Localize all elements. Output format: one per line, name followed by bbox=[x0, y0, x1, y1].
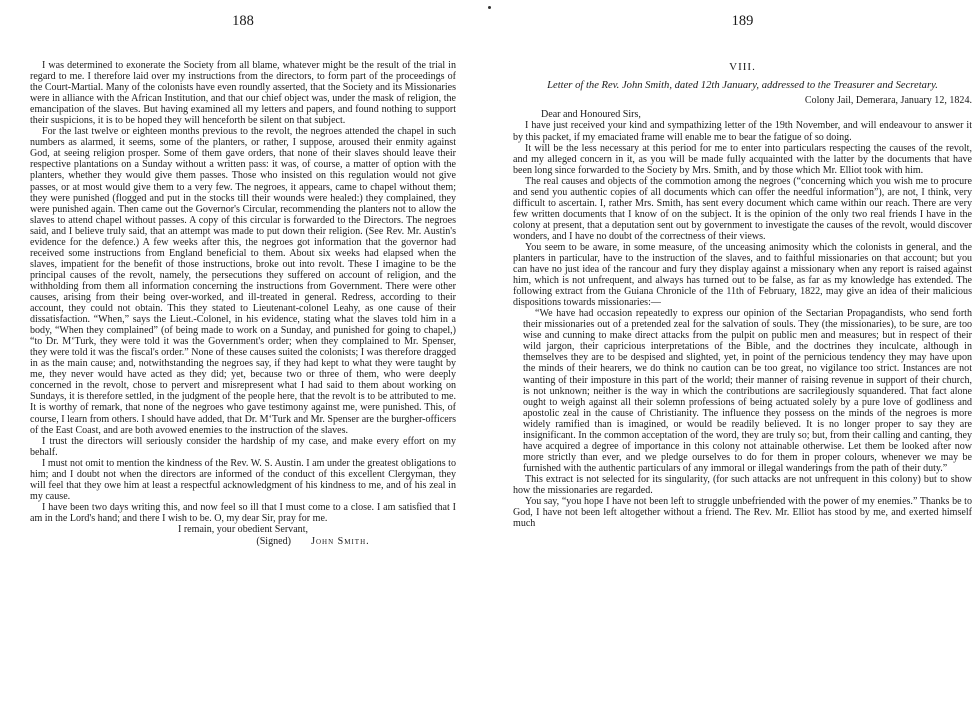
page-speck bbox=[488, 6, 491, 9]
page-number: 188 bbox=[232, 13, 254, 29]
signature-name: John Smith. bbox=[311, 535, 370, 547]
paragraph: The real causes and objects of the commotion among the negroes (“concerning which you wish me to procure and send you authentic copies of all documents which can offer the needful information”), are not, I think, very difficult to ascertain. I, rather Mrs. Smith, has sent every document which came within our reach. There are very few written documents that I know of on the subject. It is the opinion of the only two real friends I have in the colony at present, that a deputation sent out by government to investigate the causes of the revolt, would discover wonders, and I have no doubt of the correctness of their views. bbox=[513, 175, 972, 242]
paragraph: I have just received your kind and sympathizing letter of the 19th November, and will endeavour to answer it by this packet, if my emaciated frame will enable me to bear the fatigue of so doing. bbox=[513, 120, 972, 143]
page-number: 189 bbox=[731, 13, 754, 29]
letter-heading: Letter of the Rev. John Smith, dated 12th January, addressed to the Treasurer and Secretary. bbox=[547, 80, 938, 91]
signed-label: (Signed) bbox=[256, 535, 291, 547]
paragraph: I must not omit to mention the kindness of the Rev. W. S. Austin. I am under the greatest obligations to him; and I doubt not when the directors are informed of the conduct of this excellent Clergyman, they will feel that they owe him at least a respectful acknowledgment of his kindness to me, and of his zeal in my cause. bbox=[30, 457, 456, 502]
closing-line: I remain, your obedient Servant, bbox=[177, 523, 308, 535]
paragraph: You seem to be aware, in some measure, of the unceasing animosity which the colonists in general, and the planters in particular, have to the instruction of the slaves, and to faithful missionaries on that account; but you can have no just idea of the rancour and fury they display against a missionary when any report is raised against him, which is not unfrequent, and always has turned out to be false, as far as my knowledge has extended. The following extract from the Guiana Chronicle of the 11th of February, 1822, may give an idea of their malicious dispositions towards missionaries:— bbox=[513, 241, 972, 309]
paragraph: I trust the directors will seriously consider the hardship of my case, and make every effort on my behalf. bbox=[30, 435, 456, 458]
paragraph: It will be the less necessary at this period for me to enter into particulars respecting the causes of the revolt, and my alleged concern in it, as you will be made fully acquainted with the latter by the documents that have been long since forwarded to the Society by Mrs. Smith, and by those which Mr. Elliot took with him. bbox=[513, 142, 972, 176]
paragraph: For the last twelve or eighteen months previous to the revolt, the negroes attended the chapel in such numbers as alarmed, it seems, some of the planters, or rather, I suppose, aroused their enmity against God, at seeing religion prosper. Some of them gave orders, that none of their slaves should leave their respective plantations on a Sunday without a written pass: it was, of course, a matter of option with the planters, whether they would give them passes. Those who insisted on this regulation would not give passes, or at most would give them to a very few. The negroes, it appears, came to chapel without them; they were punished (flogged and put in the stocks till their wounds were healed:) they complained, they were punished again. Then came out the Governor's Circular, recommending the planters not to allow the slaves to attend chapel without passes. A copy of this circular is forwarded to the Directors. The negroes said, and I believe truly said, that an attempt was made to put down their religion. (See Rev. Mr. Austin's evidence for the defence.) A few weeks after this, the negroes got information that the governor had received some instructions from England beneficial to them. About six weeks had elapsed when the slaves, impatient for the benefit of those instructions, broke out into revolt. These I imagine to be the principal causes of the revolt, namely, the persecutions they suffered on account of religion, and the withholding from them all information concerning the instructions from Government. There were other causes, arising from their being over-worked, and ill-treated in general. Redress, according to their account, they could not obtain. This they stated to Lieutenant-colonel Leahy, as one cause of their dissatisfaction. “When,” says the Lieut.-Colonel, in his evidence, stating what the slaves told him in a body, “When they complained” (of being made to work on a Sunday, and punished for going to chapel,) “to Dr. M‘Turk, they were told it was the Government's order; when they complained to Mr. Spenser, they were told it was the fiscal's order.” None of these causes suited the colonists; I was therefore dragged in as the main cause; and, notwithstanding the negroes say, if they had kept to what they were taught by me, they never would have acted as they did; yet, because two or three of them, who were deeply concerned in the revolt, chose to pervert and misrepresent what I had said to them about working on Sundays, it is therefore settled, in the judgment of the people here, that the revolt is to be attributed to me. It is worthy of remark, that none of the negroes who gave testimony against me, were punished. This, of course, I learn from others. I should have added, that Dr. M‘Turk and Mr. Spenser are the burgher-officers of the East Coast, and are both avowed enemies to the instruction of the slaves. bbox=[30, 126, 456, 436]
paragraph: This extract is not selected for its singularity, (for such attacks are not unfrequent in this colony) but to show how the missionaries are regarded. bbox=[513, 473, 972, 496]
paragraph: I have been two days writing this, and now feel so ill that I must come to a close. I am satisfied that I am in the Lord's hand; and there I wish to be. O, my dear Sir, pray for me. bbox=[30, 501, 456, 524]
place-date: Colony Jail, Demerara, January 12, 1824. bbox=[804, 95, 972, 107]
chapter-number: VIII. bbox=[729, 61, 756, 73]
signature-line bbox=[30, 536, 456, 548]
paragraph: You say, “you hope I have not been left to struggle unbefriended with the power of my enemies.” Thanks be to God, I have not been left altogether without a friend. The Rev. Mr. Elliot has stood by me, and exerted himself much bbox=[513, 496, 972, 530]
salutation: Dear and Honoured Sirs, bbox=[541, 109, 641, 121]
left-page bbox=[0, 0, 470, 704]
paragraph: I was determined to exonerate the Society from all blame, whatever might be the result of the trial in regard to me. I therefore laid over my instructions from the directors, to form part of the proceedings of the Court-Martial. Many of the colonists have even roundly asserted, that the Society and its Missionaries were in alliance with the African Institution, and that our chief object was, under the mask of religion, the emancipation of the slaves. But having examined all my letters and papers, and found nothing to support their suspicions, it is to be hoped they will henceforth be silent on that subject. bbox=[30, 60, 456, 127]
right-page bbox=[495, 0, 980, 704]
newspaper-quote: “We have had occasion repeatedly to express our opinion of the Sectarian Propagandists, who send forth their missionaries out of a pretended zeal for the salvation of souls. They (the missionaries), to be sure, are too wise and cunning to make direct attacks from the pulpit on public men and measures; but in respect of their wild jargon, their capricious interpretations of the Bible, and the doctrines they inculcate, although in themselves they are to be despised and slighted, yet, in point of the pernicious tendency they may have upon the minds of their hearers, we do think no caution can be too great, no vigilance too strict. Instances are not wanting of their imposture in this part of the world; their manner of raising revenue in support of their church, is not unknown; neither is the way in which the contributions are sacrilegiously squandered. That fact alone ought to weigh against all their solemn professions of being actuated solely by a pure love of godliness and apostolic zeal in the cause of Christianity. The influence they possess on the minds of the negroes is more widely ramified than is imagined, or would be readily believed. It is no longer proper to say they are insignificant. In the common acceptation of the word, they are truly so; but, from their calling and canting, they have acquired a degree of importance in this colony not attainable otherwise. Let them be looked after now more strictly than ever, and we pledge ourselves to do for them in proper colours, whenever we may be furnished with the authentic particulars of any immoral or illegal wanderings from the path of their duty.” bbox=[523, 308, 972, 474]
